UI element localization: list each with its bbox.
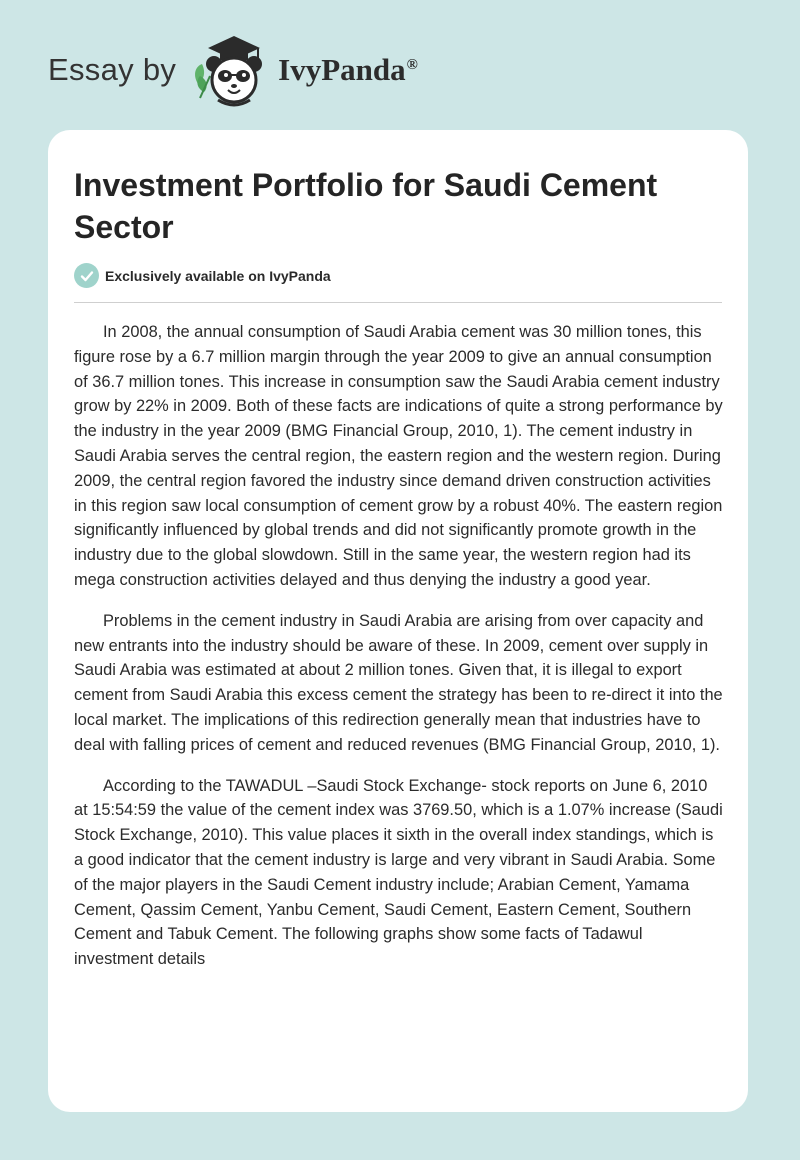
panda-logo-icon[interactable]: [188, 26, 274, 115]
divider: [74, 302, 722, 303]
page-title: Investment Portfolio for Saudi Cement Sector: [74, 167, 658, 245]
exclusive-label: Exclusively available on IvyPanda: [105, 267, 331, 284]
essay-by-label: Essay by: [48, 52, 177, 87]
article-card: [48, 130, 748, 1112]
registered-mark: ®: [406, 56, 418, 73]
check-icon: [74, 263, 99, 288]
brand-name[interactable]: [278, 52, 418, 88]
paragraph: According to the TAWADUL –Saudi Stock Exchange- stock reports on June 6, 2010 at 15:54:59 the value of the cement index was 3769.50, which is a 1.07% increase (Saudi Stock Exchange, 2010). This value places it sixth in the overall index standings, which is a good indicator that the cement industry is large and very vibrant in Saudi Arabia. Some of the major players in the Saudi Cement industry include; Arabian Cement, Yamama Cement, Qassim Cement, Yanbu Cement, Saudi Cement, Eastern Cement, Southern Cement and Tabuk Cement. The following graphs show some facts of Tadawul investment details: [74, 776, 723, 969]
brand-text: IvyPanda: [278, 52, 406, 87]
exclusive-badge: [74, 263, 331, 288]
paragraph: Problems in the cement industry in Saudi Arabia are arising from over capacity and new entrants into the industry should be aware of these. In 2009, cement over supply in Saudi Arabia was estimated at about 2 million tones. Given that, it is illegal to export cement from Saudi Arabia this excess cement the strategy has been to re-direct it into the local market. The implications of this redirection generally mean that industries have to deal with falling prices of cement and reduced revenues (BMG Financial Group, 2010, 1).: [74, 611, 723, 754]
site-header: [48, 28, 648, 112]
article-body: [74, 320, 724, 988]
paragraph: In 2008, the annual consumption of Saudi Arabia cement was 30 million tones, this figure rose by a 6.7 million margin through the year 2009 to give an annual consumption of 36.7 million tones. This increase in consumption saw the Saudi Arabia cement industry grow by 22% in 2009. Both of these facts are indications of quite a strong performance by the industry in the year 2009 (BMG Financial Group, 2010, 1). The cement industry in Saudi Arabia serves the central region, the eastern region and the western region. During 2009, the central region favored the industry since demand driven construction activities in this region saw local consumption of cement grow by a robust 40%. The eastern region significantly influenced by global trends and did not significantly promote growth in the industry due to the global slowdown. Still in the same year, the western region had its mega construction activities delayed and thus denying the industry a good year.: [74, 323, 723, 589]
